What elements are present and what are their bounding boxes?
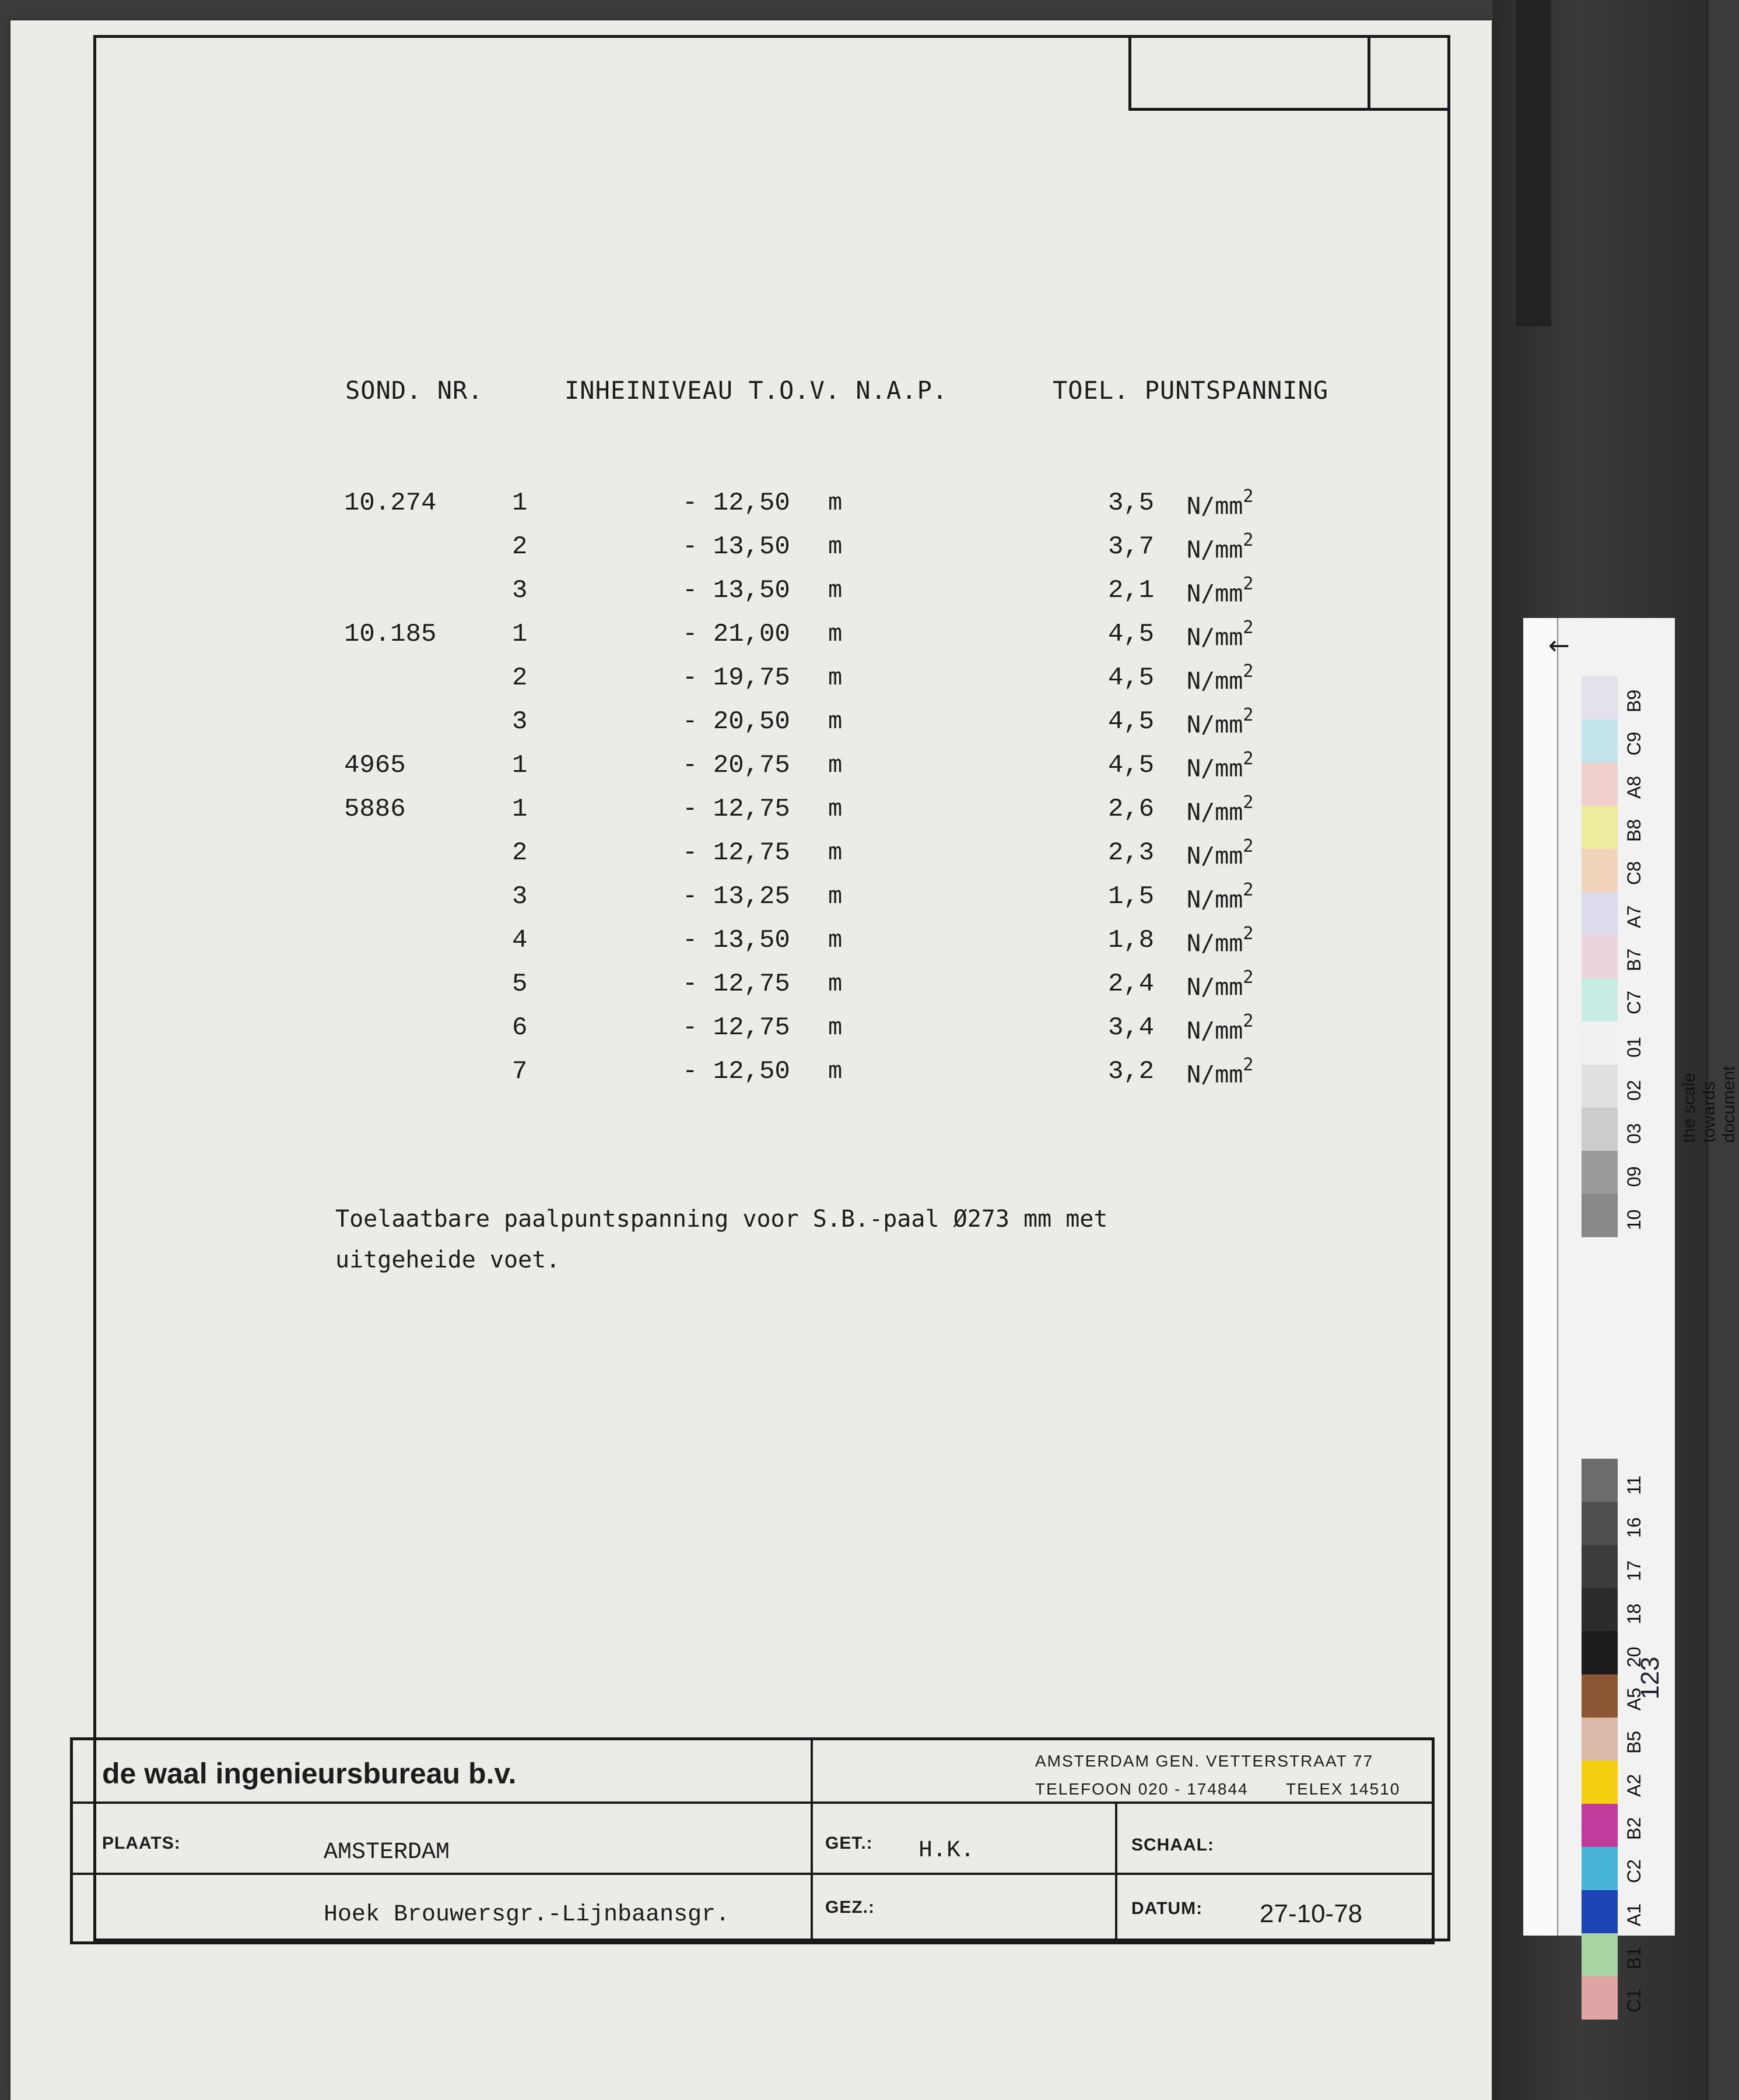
niveau-value: - 12,75 xyxy=(682,795,790,824)
spanning-value: 3,2 xyxy=(1108,1057,1155,1086)
unit-exponent: 2 xyxy=(1243,923,1254,944)
patch-label: A7 xyxy=(1624,905,1645,928)
patch-label: 02 xyxy=(1624,1080,1645,1101)
patch-label: C9 xyxy=(1624,732,1645,756)
spanning-unit xyxy=(1187,617,1254,651)
unit-exponent: 2 xyxy=(1243,836,1254,856)
color-patch xyxy=(1582,1631,1618,1674)
patch-label: B9 xyxy=(1624,689,1645,712)
unit-text: N/mm xyxy=(1187,974,1243,1001)
unit-text: N/mm xyxy=(1187,536,1243,564)
row-number: 1 xyxy=(512,795,528,824)
patch-label: B5 xyxy=(1624,1730,1645,1754)
unit-exponent: 2 xyxy=(1243,792,1254,813)
color-patch xyxy=(1582,1021,1618,1065)
color-patch xyxy=(1582,1890,1618,1933)
header-spanning: TOEL. PUNTSPANNING xyxy=(1053,376,1329,405)
spanning-unit xyxy=(1187,574,1254,607)
company-telex: TELEX 14510 xyxy=(1286,1780,1401,1798)
folder-fold xyxy=(1516,0,1551,326)
patch-label: 18 xyxy=(1624,1603,1645,1624)
unit-text: N/mm xyxy=(1187,624,1243,651)
patch-label: B7 xyxy=(1624,948,1645,971)
unit-exponent: 2 xyxy=(1243,880,1254,900)
title-block-divider xyxy=(1115,1801,1117,1944)
color-patch xyxy=(1582,892,1618,935)
unit-text: N/mm xyxy=(1187,580,1243,607)
color-patch xyxy=(1582,806,1618,849)
patch-label: 17 xyxy=(1624,1560,1645,1581)
spanning-unit xyxy=(1187,880,1254,914)
spanning-value: 3,5 xyxy=(1108,489,1155,518)
spanning-unit xyxy=(1187,1055,1254,1088)
patch-label: B1 xyxy=(1624,1946,1645,1969)
unit-text: N/mm xyxy=(1187,668,1243,695)
unit-exponent: 2 xyxy=(1243,574,1254,594)
row-number: 6 xyxy=(512,1013,528,1042)
niveau-unit: m xyxy=(828,620,843,647)
color-patch xyxy=(1582,1065,1618,1108)
spanning-value: 3,7 xyxy=(1108,532,1155,561)
patch-label: A1 xyxy=(1624,1903,1645,1926)
color-patch xyxy=(1582,1588,1618,1631)
schaal-label: SCHAAL: xyxy=(1131,1835,1214,1855)
patch-label: 01 xyxy=(1624,1037,1645,1058)
patch-label: A8 xyxy=(1624,775,1645,799)
spanning-unit xyxy=(1187,836,1254,870)
row-number: 2 xyxy=(512,532,528,561)
niveau-value: - 20,50 xyxy=(682,707,790,736)
color-patch xyxy=(1582,1502,1618,1545)
niveau-value: - 13,50 xyxy=(682,532,790,561)
unit-text: N/mm xyxy=(1187,930,1243,957)
color-patch xyxy=(1582,935,1618,978)
company-name: de waal ingenieursbureau b.v. xyxy=(102,1757,517,1790)
patch-label: C1 xyxy=(1624,1989,1645,2013)
spanning-value: 2,1 xyxy=(1108,576,1155,605)
sond-nr: 10.274 xyxy=(344,489,437,518)
unit-exponent: 2 xyxy=(1243,530,1254,550)
datum-label: DATUM: xyxy=(1131,1899,1203,1918)
niveau-value: - 20,75 xyxy=(682,751,790,780)
niveau-value: - 13,25 xyxy=(682,882,790,911)
spanning-value: 2,6 xyxy=(1108,795,1155,824)
spanning-value: 3,4 xyxy=(1108,1013,1155,1042)
patch-label: 03 xyxy=(1624,1123,1645,1144)
gez-label: GEZ.: xyxy=(825,1898,875,1917)
header-sond: SOND. NR. xyxy=(345,376,483,405)
corner-divider xyxy=(1368,38,1370,111)
niveau-unit: m xyxy=(828,751,843,778)
color-patch xyxy=(1582,1847,1618,1890)
spanning-unit xyxy=(1187,967,1254,1001)
niveau-value: - 12,50 xyxy=(682,489,790,518)
sond-nr: 10.185 xyxy=(344,620,437,649)
color-patch xyxy=(1582,1718,1618,1761)
color-patch xyxy=(1582,1459,1618,1502)
note-line-2: uitgeheide voet. xyxy=(335,1246,560,1273)
patch-label: 16 xyxy=(1624,1517,1645,1538)
spanning-unit xyxy=(1187,661,1254,695)
row-number: 3 xyxy=(512,707,528,736)
niveau-value: - 12,75 xyxy=(682,970,790,999)
title-block-rule xyxy=(70,1873,1435,1875)
niveau-unit: m xyxy=(828,838,843,865)
unit-exponent: 2 xyxy=(1243,705,1254,725)
niveau-unit: m xyxy=(828,532,843,559)
color-patch xyxy=(1582,1151,1618,1194)
niveau-value: - 12,50 xyxy=(682,1057,790,1086)
niveau-unit: m xyxy=(828,1057,843,1084)
niveau-value: - 13,50 xyxy=(682,576,790,605)
row-number: 1 xyxy=(512,751,528,780)
row-number: 2 xyxy=(512,838,528,868)
patch-label: C7 xyxy=(1624,991,1645,1014)
patch-label: C8 xyxy=(1624,861,1645,885)
header-niveau: INHEINIVEAU T.O.V. N.A.P. xyxy=(565,376,948,405)
niveau-value: - 21,00 xyxy=(682,620,790,649)
unit-text: N/mm xyxy=(1187,493,1243,520)
unit-text: N/mm xyxy=(1187,711,1243,739)
patch-label: C2 xyxy=(1624,1859,1645,1883)
niveau-unit: m xyxy=(828,970,843,996)
title-block-divider xyxy=(811,1737,813,1944)
niveau-value: - 19,75 xyxy=(682,663,790,693)
color-patch xyxy=(1582,676,1618,719)
spanning-unit xyxy=(1187,1011,1254,1045)
spanning-value: 1,8 xyxy=(1108,926,1155,955)
handwritten-number: 123 xyxy=(1636,1656,1664,1699)
color-patch xyxy=(1582,1761,1618,1804)
spanning-unit xyxy=(1187,749,1254,782)
note-line-1: Toelaatbare paalpuntspanning voor S.B.-paal Ø273 mm met xyxy=(335,1206,1108,1232)
row-number: 7 xyxy=(512,1057,528,1086)
corner-box xyxy=(1128,38,1450,111)
niveau-value: - 12,75 xyxy=(682,838,790,868)
unit-exponent: 2 xyxy=(1243,661,1254,682)
scale-ruler xyxy=(1523,618,1558,1936)
spanning-unit xyxy=(1187,530,1254,564)
row-number: 3 xyxy=(512,882,528,911)
unit-text: N/mm xyxy=(1187,1061,1243,1088)
row-number: 4 xyxy=(512,926,528,955)
sond-nr: 5886 xyxy=(344,795,406,824)
row-number: 1 xyxy=(512,489,528,518)
location-value: Hoek Brouwersgr.-Lijnbaansgr. xyxy=(324,1902,730,1928)
spanning-value: 2,4 xyxy=(1108,970,1155,999)
color-patch xyxy=(1582,1545,1618,1588)
niveau-unit: m xyxy=(828,576,843,603)
row-number: 5 xyxy=(512,970,528,999)
color-patch xyxy=(1582,719,1618,763)
title-block-rule xyxy=(70,1801,1435,1804)
spanning-unit xyxy=(1187,792,1254,826)
spanning-value: 4,5 xyxy=(1108,707,1155,736)
get-label: GET.: xyxy=(825,1834,873,1853)
spanning-value: 4,5 xyxy=(1108,751,1155,780)
unit-text: N/mm xyxy=(1187,799,1243,826)
unit-text: N/mm xyxy=(1187,842,1243,870)
color-patch xyxy=(1582,763,1618,806)
row-number: 1 xyxy=(512,620,528,649)
spanning-value: 1,5 xyxy=(1108,882,1155,911)
color-patch xyxy=(1582,1933,1618,1976)
niveau-unit: m xyxy=(828,489,843,515)
unit-exponent: 2 xyxy=(1243,967,1254,988)
unit-exponent: 2 xyxy=(1243,486,1254,507)
patch-label: B8 xyxy=(1624,819,1645,842)
patch-label: 20 xyxy=(1624,1646,1645,1667)
datum-value: 27-10-78 xyxy=(1260,1899,1363,1928)
spanning-value: 4,5 xyxy=(1108,663,1155,693)
color-patch xyxy=(1582,849,1618,892)
plaats-value: AMSTERDAM xyxy=(324,1839,450,1866)
niveau-unit: m xyxy=(828,1013,843,1040)
unit-text: N/mm xyxy=(1187,886,1243,914)
patch-label: 09 xyxy=(1624,1166,1645,1187)
company-address: AMSTERDAM GEN. VETTERSTRAAT 77 xyxy=(1035,1752,1374,1770)
niveau-value: - 12,75 xyxy=(682,1013,790,1042)
arrow-left-icon: ← xyxy=(1548,631,1570,661)
niveau-unit: m xyxy=(828,707,843,734)
row-number: 2 xyxy=(512,663,528,693)
unit-exponent: 2 xyxy=(1243,749,1254,769)
unit-exponent: 2 xyxy=(1243,1011,1254,1031)
color-patch xyxy=(1582,1194,1618,1237)
color-patch xyxy=(1582,978,1618,1021)
company-phone: TELEFOON 020 - 174844 xyxy=(1035,1780,1249,1798)
scale-caption: the scale towards document xyxy=(1680,1066,1738,1143)
color-scale xyxy=(1523,618,1675,2013)
patch-label: B2 xyxy=(1624,1817,1645,1840)
plaats-label: PLAATS: xyxy=(102,1834,181,1853)
niveau-unit: m xyxy=(828,926,843,953)
color-patch xyxy=(1582,1674,1618,1718)
spanning-value: 2,3 xyxy=(1108,838,1155,868)
color-patch xyxy=(1582,1976,1618,2020)
unit-exponent: 2 xyxy=(1243,617,1254,638)
patch-label: A2 xyxy=(1624,1774,1645,1797)
patch-label: 11 xyxy=(1624,1475,1645,1495)
patch-label: A5 xyxy=(1624,1687,1645,1711)
niveau-unit: m xyxy=(828,795,843,821)
niveau-unit: m xyxy=(828,882,843,909)
sond-nr: 4965 xyxy=(344,751,406,780)
niveau-unit: m xyxy=(828,663,843,690)
patch-label: 10 xyxy=(1624,1209,1645,1230)
color-patch xyxy=(1582,1108,1618,1151)
spanning-unit xyxy=(1187,923,1254,957)
spanning-unit xyxy=(1187,705,1254,739)
color-patch xyxy=(1582,1804,1618,1847)
spanning-unit xyxy=(1187,486,1254,520)
unit-exponent: 2 xyxy=(1243,1055,1254,1075)
unit-text: N/mm xyxy=(1187,1017,1243,1045)
unit-text: N/mm xyxy=(1187,755,1243,782)
niveau-value: - 13,50 xyxy=(682,926,790,955)
spanning-value: 4,5 xyxy=(1108,620,1155,649)
get-value: H.K. xyxy=(918,1838,975,1864)
row-number: 3 xyxy=(512,576,528,605)
